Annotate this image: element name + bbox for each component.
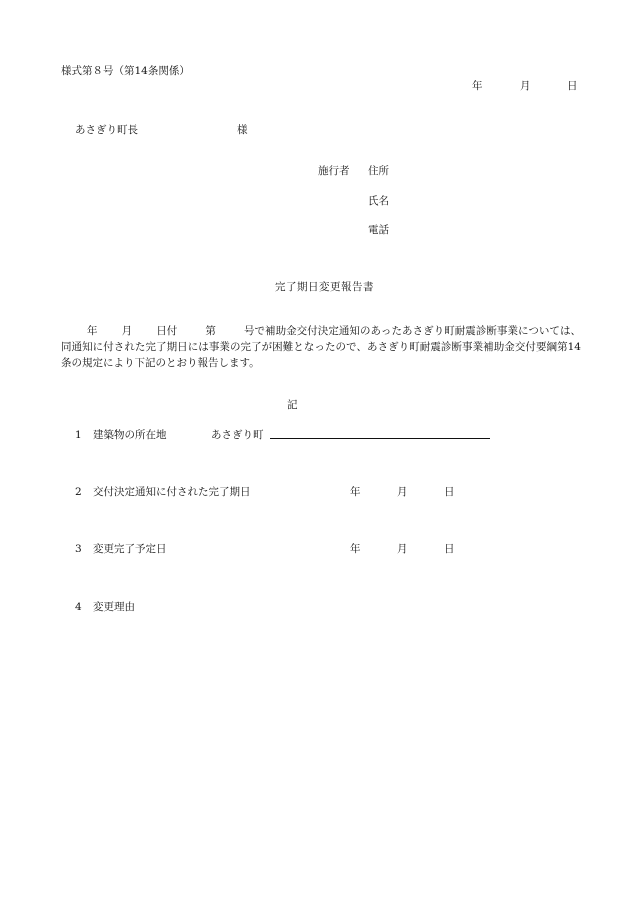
- location-underline: [270, 438, 490, 439]
- item-3-number: 3: [75, 543, 82, 555]
- item-1-label: 建築物の所在地: [93, 429, 167, 441]
- body-dai: 第: [205, 325, 216, 337]
- item-1-number: 1: [75, 429, 82, 441]
- item-3-day: 日: [444, 543, 455, 555]
- body-month: 月: [121, 325, 133, 337]
- applicant-role: 施行者: [318, 165, 350, 177]
- item-4-label: 変更理由: [93, 601, 135, 613]
- addressee-suffix: 様: [237, 124, 248, 136]
- form-number: 様式第８号（第14条関係）: [61, 65, 190, 77]
- item-2-day: 日: [444, 486, 455, 498]
- item-3-year: 年: [350, 543, 361, 555]
- item-3-label: 変更完了予定日: [93, 543, 167, 555]
- item-4-number: 4: [75, 601, 82, 613]
- applicant-name-label: 氏名: [368, 195, 389, 207]
- body-main-text: 号で補助金交付決定通知のあったあさぎり町耐震診断事業については、同通知に付された完了期日には事業の完了が困難となったので、あさぎり町耐震診断事業補助金交付要綱第14条の規定により下記のとおり報告します。: [61, 325, 582, 369]
- location-prefix: あさぎり町: [211, 429, 264, 441]
- item-2-number: 2: [75, 486, 82, 498]
- body-paragraph: [61, 323, 581, 371]
- applicant-address-label: 住所: [368, 165, 389, 177]
- body-day-attached: 日付: [156, 325, 178, 337]
- ki-heading: 記: [287, 399, 298, 411]
- date-month: 月: [520, 80, 531, 92]
- item-2-label: 交付決定通知に付された完了期日: [93, 486, 251, 498]
- item-2-month: 月: [397, 486, 408, 498]
- item-3-month: 月: [397, 543, 408, 555]
- document-title: 完了期日変更報告書: [275, 281, 374, 293]
- body-year: 年: [87, 325, 98, 337]
- addressee-name: あさぎり町長: [75, 124, 138, 136]
- date-day: 日: [567, 80, 578, 92]
- date-year: 年: [472, 80, 483, 92]
- applicant-phone-label: 電話: [368, 224, 389, 236]
- item-2-year: 年: [350, 486, 361, 498]
